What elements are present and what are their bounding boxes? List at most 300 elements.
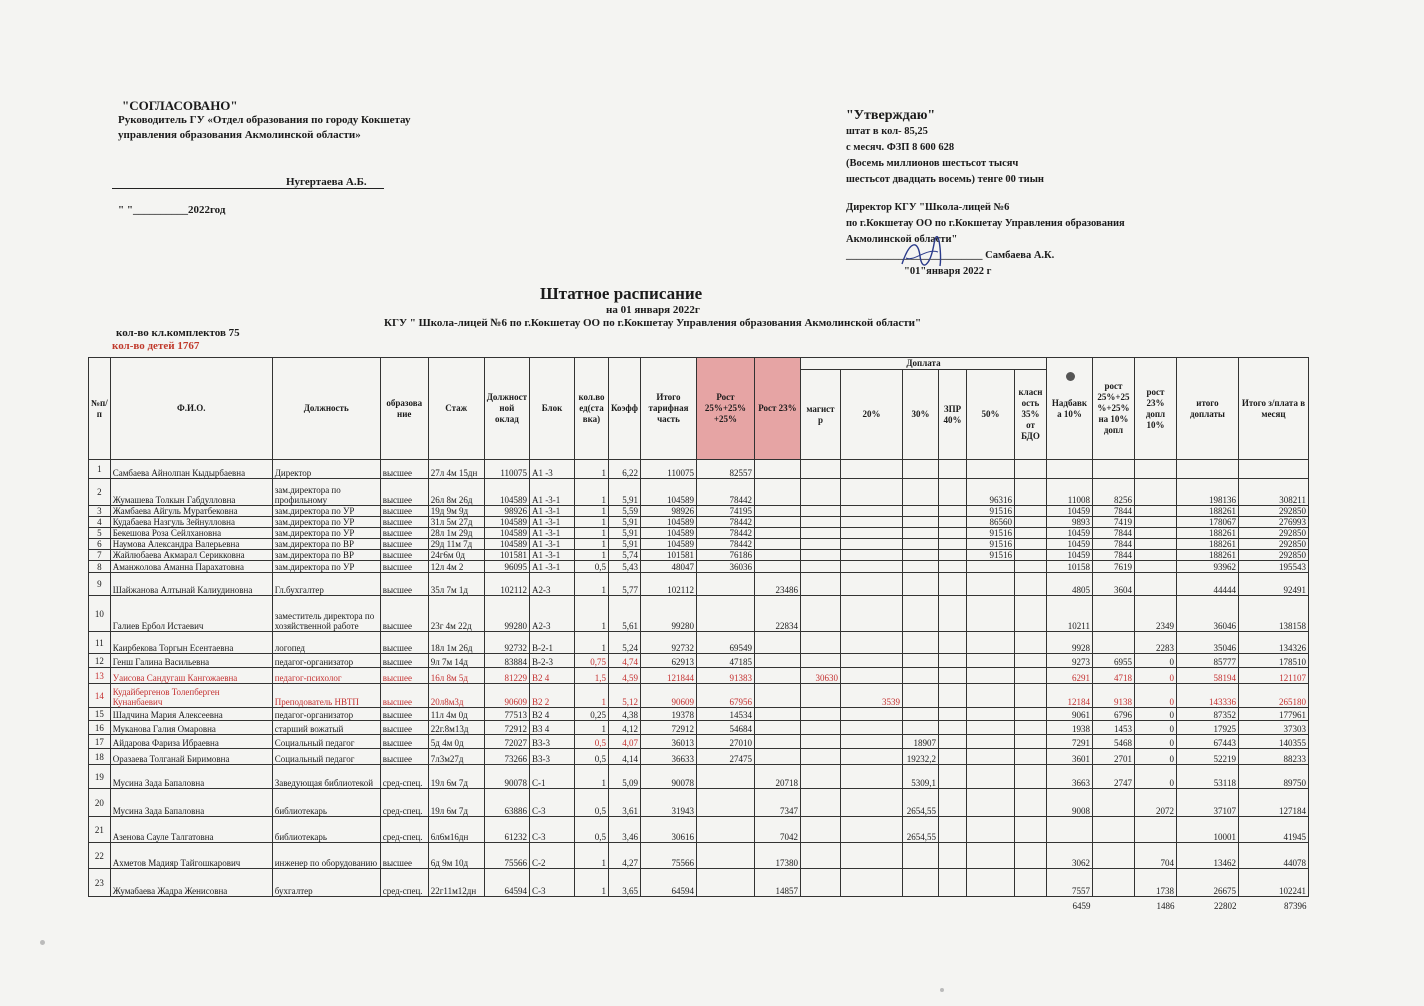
klass — [1014, 460, 1046, 479]
klass — [1014, 708, 1046, 721]
nadbavka: 9893 — [1046, 517, 1092, 528]
experience: 5д 4м 0д — [428, 735, 484, 749]
bonus-20 — [840, 596, 902, 632]
education: высшее — [380, 632, 428, 654]
coefficient: 5,74 — [608, 550, 640, 561]
magistr — [800, 749, 840, 765]
education: сред-спец. — [380, 817, 428, 843]
rise-25: 27010 — [696, 735, 754, 749]
zpr-40 — [938, 668, 966, 684]
education: высшее — [380, 654, 428, 668]
itogo-dopl: 198136 — [1176, 479, 1238, 506]
bonus-50: 91516 — [966, 539, 1014, 550]
block: А1 -3-1 — [529, 479, 574, 506]
block: А1 -3 — [529, 460, 574, 479]
coefficient: 5,77 — [608, 573, 640, 596]
position: инженер по оборудованию — [272, 843, 380, 869]
klass — [1014, 596, 1046, 632]
itogo-month: 276993 — [1238, 517, 1308, 528]
position: зам.директора по УР — [272, 517, 380, 528]
table-row — [89, 654, 1309, 668]
col-itogo-month: Итого з/плата в месяц — [1238, 358, 1308, 460]
bonus-50 — [966, 632, 1014, 654]
rost23-dopl: 0 — [1134, 735, 1176, 749]
rost23-dopl: 1738 — [1134, 869, 1176, 897]
rost23-dopl: 704 — [1134, 843, 1176, 869]
block: А1 -3-1 — [529, 539, 574, 550]
director-line1: Директор КГУ "Школа-лицей №6 — [846, 202, 1010, 213]
itogo-dopl: 22802 — [1176, 897, 1238, 911]
bonus-50 — [966, 708, 1014, 721]
itogo-month: 121107 — [1238, 668, 1308, 684]
rise-23 — [754, 897, 800, 911]
bonus-30 — [902, 596, 938, 632]
bonus-30 — [902, 561, 938, 573]
rise-25: 69549 — [696, 632, 754, 654]
magistr — [800, 654, 840, 668]
bonus-30 — [902, 843, 938, 869]
children-count: кол-во детей 1767 — [112, 340, 200, 352]
experience: 26л 8м 26д — [428, 479, 484, 506]
row-number: 4 — [89, 517, 111, 528]
zpr-40 — [938, 573, 966, 596]
coefficient: 5,91 — [608, 539, 640, 550]
itogo-month — [1238, 460, 1308, 479]
block: А2-3 — [529, 573, 574, 596]
employee-name: Самбаева Айнолпан Кыдырбаевна — [110, 460, 272, 479]
klass — [1014, 684, 1046, 708]
base-salary: 110075 — [484, 460, 529, 479]
row-number: 1 — [89, 460, 111, 479]
bonus-30 — [902, 528, 938, 539]
bonus-50: 91516 — [966, 506, 1014, 517]
nadbavka: 10459 — [1046, 506, 1092, 517]
tariff-total: 104589 — [640, 539, 696, 550]
staff-count-line: штат в кол- 85,25 — [846, 126, 928, 137]
experience: 24г6м 0д — [428, 550, 484, 561]
rise-23 — [754, 749, 800, 765]
rise-23: 20718 — [754, 765, 800, 789]
coefficient: 5,43 — [608, 561, 640, 573]
bonus-30 — [902, 573, 938, 596]
bonus-50 — [966, 749, 1014, 765]
rise-23: 7042 — [754, 817, 800, 843]
bonus-30 — [902, 708, 938, 721]
education: высшее — [380, 517, 428, 528]
rise-25 — [696, 765, 754, 789]
rost23-dopl — [1134, 479, 1176, 506]
experience: 7л3м27д — [428, 749, 484, 765]
employee-name: Мусина Зада Бапаловна — [110, 789, 272, 817]
rost-dopl — [1092, 869, 1134, 897]
rate: 0,75 — [574, 654, 608, 668]
education: высшее — [380, 479, 428, 506]
experience: 11л 4м 0д — [428, 708, 484, 721]
bonus-30 — [902, 654, 938, 668]
zpr-40 — [938, 735, 966, 749]
coefficient: 4,74 — [608, 654, 640, 668]
tariff-total: 75566 — [640, 843, 696, 869]
block: В2 4 — [529, 708, 574, 721]
rise-25: 36036 — [696, 561, 754, 573]
rise-23: 22834 — [754, 596, 800, 632]
block: С-3 — [529, 817, 574, 843]
experience: 22г.8м13д — [428, 721, 484, 735]
klass — [1014, 573, 1046, 596]
nadbavka — [1046, 817, 1092, 843]
experience: 22г11м12дн — [428, 869, 484, 897]
block: С-1 — [529, 765, 574, 789]
rost-dopl — [1092, 817, 1134, 843]
magistr — [800, 684, 840, 708]
itogo-dopl: 188261 — [1176, 550, 1238, 561]
base-salary: 64594 — [484, 869, 529, 897]
base-salary: 72912 — [484, 721, 529, 735]
rost-dopl — [1092, 843, 1134, 869]
coefficient: 5,91 — [608, 517, 640, 528]
bonus-30 — [902, 539, 938, 550]
rise-23 — [754, 721, 800, 735]
zpr-40 — [938, 550, 966, 561]
bonus-30: 2654,55 — [902, 789, 938, 817]
bonus-20 — [840, 460, 902, 479]
tariff-total: 121844 — [640, 668, 696, 684]
coefficient: 5,24 — [608, 632, 640, 654]
bonus-30 — [902, 869, 938, 897]
nadbavka: 3663 — [1046, 765, 1092, 789]
rost-dopl: 9138 — [1092, 684, 1134, 708]
rost-dopl: 6796 — [1092, 708, 1134, 721]
itogo-dopl: 85777 — [1176, 654, 1238, 668]
rate: 1 — [574, 539, 608, 550]
table-row — [89, 869, 1309, 897]
education: сред-спец. — [380, 869, 428, 897]
zpr-40 — [938, 517, 966, 528]
col-50: 50% — [966, 370, 1014, 460]
itogo-month: 92491 — [1238, 573, 1308, 596]
itogo-dopl: 188261 — [1176, 539, 1238, 550]
bonus-50: 96316 — [966, 479, 1014, 506]
base-salary: 63886 — [484, 789, 529, 817]
rise-23 — [754, 708, 800, 721]
klass — [1014, 550, 1046, 561]
row-number: 15 — [89, 708, 111, 721]
rost-dopl: 6955 — [1092, 654, 1134, 668]
table-row — [89, 749, 1309, 765]
nadbavka: 10459 — [1046, 528, 1092, 539]
scan-speck — [40, 940, 45, 945]
base-salary: 101581 — [484, 550, 529, 561]
bonus-30 — [902, 506, 938, 517]
payroll-words-2: шестьсот двадцать восемь) тенге 00 тиын — [846, 174, 1044, 185]
table-row — [89, 843, 1309, 869]
employee-name: Жумашева Толкын Габдулловна — [110, 479, 272, 506]
itogo-dopl: 52219 — [1176, 749, 1238, 765]
magistr — [800, 561, 840, 573]
rise-25: 78442 — [696, 479, 754, 506]
nadbavka: 9008 — [1046, 789, 1092, 817]
coefficient: 5,59 — [608, 506, 640, 517]
base-salary: 61232 — [484, 817, 529, 843]
bonus-50 — [966, 668, 1014, 684]
bonus-20 — [840, 654, 902, 668]
bonus-50: 91516 — [966, 528, 1014, 539]
zpr-40 — [938, 539, 966, 550]
rate: 1 — [574, 632, 608, 654]
magistr — [800, 632, 840, 654]
klass — [1014, 506, 1046, 517]
tariff-total: 92732 — [640, 632, 696, 654]
itogo-dopl: 10001 — [1176, 817, 1238, 843]
rate: 1 — [574, 843, 608, 869]
bonus-20 — [840, 843, 902, 869]
itogo-month: 87396 — [1238, 897, 1308, 911]
employee-name: Жамбаева Айгуль Муратбековна — [110, 506, 272, 517]
itogo-dopl: 53118 — [1176, 765, 1238, 789]
nadbavka: 10158 — [1046, 561, 1092, 573]
coefficient: 4,59 — [608, 668, 640, 684]
bonus-30: 18907 — [902, 735, 938, 749]
position: Гл.бухгалтер — [272, 573, 380, 596]
klass — [1014, 843, 1046, 869]
base-salary: 99280 — [484, 596, 529, 632]
magistr — [800, 708, 840, 721]
education: сред-спец. — [380, 789, 428, 817]
education: высшее — [380, 596, 428, 632]
bonus-30 — [902, 460, 938, 479]
education: высшее — [380, 668, 428, 684]
col-doplata-group: Доплата — [800, 358, 1046, 370]
klass — [1014, 561, 1046, 573]
block: В2 2 — [529, 684, 574, 708]
position: зам.директора по ВР — [272, 539, 380, 550]
experience: 19л 6м 7д — [428, 765, 484, 789]
experience: 18л 1м 26д — [428, 632, 484, 654]
employee-name: Азенова Сауле Талгатовна — [110, 817, 272, 843]
zpr-40 — [938, 561, 966, 573]
itogo-month: 102241 — [1238, 869, 1308, 897]
itogo-dopl: 178067 — [1176, 517, 1238, 528]
rate: 1 — [574, 596, 608, 632]
rost23-dopl: 0 — [1134, 721, 1176, 735]
employee-name: Айдарова Фариза Ибраевна — [110, 735, 272, 749]
education: высшее — [380, 539, 428, 550]
rost23-dopl — [1134, 573, 1176, 596]
row-number: 9 — [89, 573, 111, 596]
approval-left-heading: "СОГЛАСОВАНО" — [122, 98, 238, 113]
bonus-20 — [840, 539, 902, 550]
bonus-20 — [840, 506, 902, 517]
bonus-50 — [966, 460, 1014, 479]
scan-speck — [940, 988, 944, 992]
base-salary: 96095 — [484, 561, 529, 573]
tariff-total: 101581 — [640, 550, 696, 561]
col-coef: Коэфф — [608, 358, 640, 460]
approval-left-signer: Нугертаева А.Б. — [286, 176, 367, 188]
bonus-30 — [902, 721, 938, 735]
position: зам.директора по УР — [272, 561, 380, 573]
position: логопед — [272, 632, 380, 654]
coefficient: 5,12 — [608, 684, 640, 708]
bonus-20 — [840, 528, 902, 539]
coefficient: 6,22 — [608, 460, 640, 479]
position — [272, 897, 380, 911]
base-salary: 72027 — [484, 735, 529, 749]
position: зам.директора по УР — [272, 506, 380, 517]
rise-23 — [754, 684, 800, 708]
classes-count: кол-во кл.комплектов 75 — [116, 327, 240, 339]
bonus-50 — [966, 721, 1014, 735]
zpr-40 — [938, 460, 966, 479]
base-salary: 77513 — [484, 708, 529, 721]
bonus-50 — [966, 869, 1014, 897]
base-salary: 104589 — [484, 517, 529, 528]
bonus-50 — [966, 561, 1014, 573]
base-salary: 75566 — [484, 843, 529, 869]
rost23-dopl: 0 — [1134, 708, 1176, 721]
education: высшее — [380, 721, 428, 735]
rise-25: 78442 — [696, 517, 754, 528]
tariff-total: 64594 — [640, 869, 696, 897]
rost23-dopl: 1486 — [1134, 897, 1176, 911]
rise-25 — [696, 596, 754, 632]
itogo-month: 140355 — [1238, 735, 1308, 749]
rise-25: 47185 — [696, 654, 754, 668]
bonus-20 — [840, 869, 902, 897]
klass — [1014, 817, 1046, 843]
col-20: 20% — [840, 370, 902, 460]
row-number: 23 — [89, 869, 111, 897]
zpr-40 — [938, 843, 966, 869]
block: А1 -3-1 — [529, 506, 574, 517]
block: В-2-1 — [529, 632, 574, 654]
rise-25: 76186 — [696, 550, 754, 561]
employee-name: Шадчина Мария Алексеевна — [110, 708, 272, 721]
bonus-20 — [840, 721, 902, 735]
rost-dopl: 2701 — [1092, 749, 1134, 765]
tariff-total: 104589 — [640, 517, 696, 528]
education: высшее — [380, 735, 428, 749]
rate: 1 — [574, 765, 608, 789]
col-klass: класн ость 35% от БДО — [1014, 370, 1046, 460]
education: высшее — [380, 843, 428, 869]
block: С-3 — [529, 789, 574, 817]
rost23-dopl — [1134, 517, 1176, 528]
zpr-40 — [938, 479, 966, 506]
experience: 35л 7м 1д — [428, 573, 484, 596]
education: высшее — [380, 561, 428, 573]
block: А1 -3-1 — [529, 517, 574, 528]
position: заместитель директора по хозяйственной работе — [272, 596, 380, 632]
education: высшее — [380, 460, 428, 479]
col-education: образова ние — [380, 358, 428, 460]
rost-dopl: 7844 — [1092, 506, 1134, 517]
nadbavka: 10211 — [1046, 596, 1092, 632]
rise-23 — [754, 550, 800, 561]
position: педагог-организатор — [272, 708, 380, 721]
experience: 16л 8м 5д — [428, 668, 484, 684]
bonus-50 — [966, 817, 1014, 843]
approval-right-heading: "Утверждаю" — [846, 108, 936, 123]
table-row — [89, 573, 1309, 596]
employee-name — [110, 897, 272, 911]
organization-line: КГУ " Школа-лицей №6 по г.Кокшетау ОО по г.Кокшетау Управления образования Акмолинской области" — [384, 317, 922, 329]
row-number: 6 — [89, 539, 111, 550]
signature-line — [112, 188, 384, 189]
tariff-total: 19378 — [640, 708, 696, 721]
experience: 31л 5м 27д — [428, 517, 484, 528]
rost23-dopl — [1134, 561, 1176, 573]
klass — [1014, 749, 1046, 765]
rise-25: 78442 — [696, 528, 754, 539]
rost-dopl: 7419 — [1092, 517, 1134, 528]
rate: 1 — [574, 550, 608, 561]
itogo-month: 292850 — [1238, 539, 1308, 550]
magistr — [800, 869, 840, 897]
row-number: 12 — [89, 654, 111, 668]
row-number: 5 — [89, 528, 111, 539]
bonus-20 — [840, 765, 902, 789]
education: высшее — [380, 684, 428, 708]
zpr-40 — [938, 596, 966, 632]
base-salary: 73266 — [484, 749, 529, 765]
col-rost23-dopl: рост 23% допл 10% — [1134, 358, 1176, 460]
klass — [1014, 869, 1046, 897]
experience: 6д 9м 10д — [428, 843, 484, 869]
rise-25: 91383 — [696, 668, 754, 684]
payroll-line: с месяч. ФЗП 8 600 628 — [846, 142, 955, 153]
bonus-50 — [966, 573, 1014, 596]
position: зам.директора по УР — [272, 528, 380, 539]
table-row — [89, 596, 1309, 632]
row-number: 7 — [89, 550, 111, 561]
position: библиотекарь — [272, 789, 380, 817]
bonus-20: 3539 — [840, 684, 902, 708]
rost-dopl: 3604 — [1092, 573, 1134, 596]
education: высшее — [380, 506, 428, 517]
zpr-40 — [938, 632, 966, 654]
itogo-month: 177961 — [1238, 708, 1308, 721]
row-number: 11 — [89, 632, 111, 654]
col-zpr: ЗПР 40% — [938, 370, 966, 460]
row-number: 22 — [89, 843, 111, 869]
approval-left-line2: управления образования Акмолинской области» — [118, 129, 361, 141]
base-salary: 81229 — [484, 668, 529, 684]
magistr — [800, 789, 840, 817]
col-itogo-dopl: итого доплаты — [1176, 358, 1238, 460]
experience: 28л 1м 29д — [428, 528, 484, 539]
employee-name: Уаисова Сандугаш Кангожаевна — [110, 668, 272, 684]
tariff-total: 62913 — [640, 654, 696, 668]
document-date: на 01 января 2022г — [606, 304, 700, 316]
itogo-month: 292850 — [1238, 506, 1308, 517]
rise-25: 74195 — [696, 506, 754, 517]
rost23-dopl — [1134, 506, 1176, 517]
table-row — [89, 561, 1309, 573]
employee-name: Каирбекова Торгын Есентаевна — [110, 632, 272, 654]
rate: 1 — [574, 479, 608, 506]
block: В3-3 — [529, 749, 574, 765]
experience: 6л6м16дн — [428, 817, 484, 843]
rost-dopl: 5468 — [1092, 735, 1134, 749]
zpr-40 — [938, 789, 966, 817]
itogo-dopl: 26675 — [1176, 869, 1238, 897]
table-row — [89, 684, 1309, 708]
magistr — [800, 897, 840, 911]
approval-right-date: "01"января 2022 г — [904, 266, 992, 277]
itogo-month: 292850 — [1238, 528, 1308, 539]
employee-name: Муканова Галия Омаровна — [110, 721, 272, 735]
